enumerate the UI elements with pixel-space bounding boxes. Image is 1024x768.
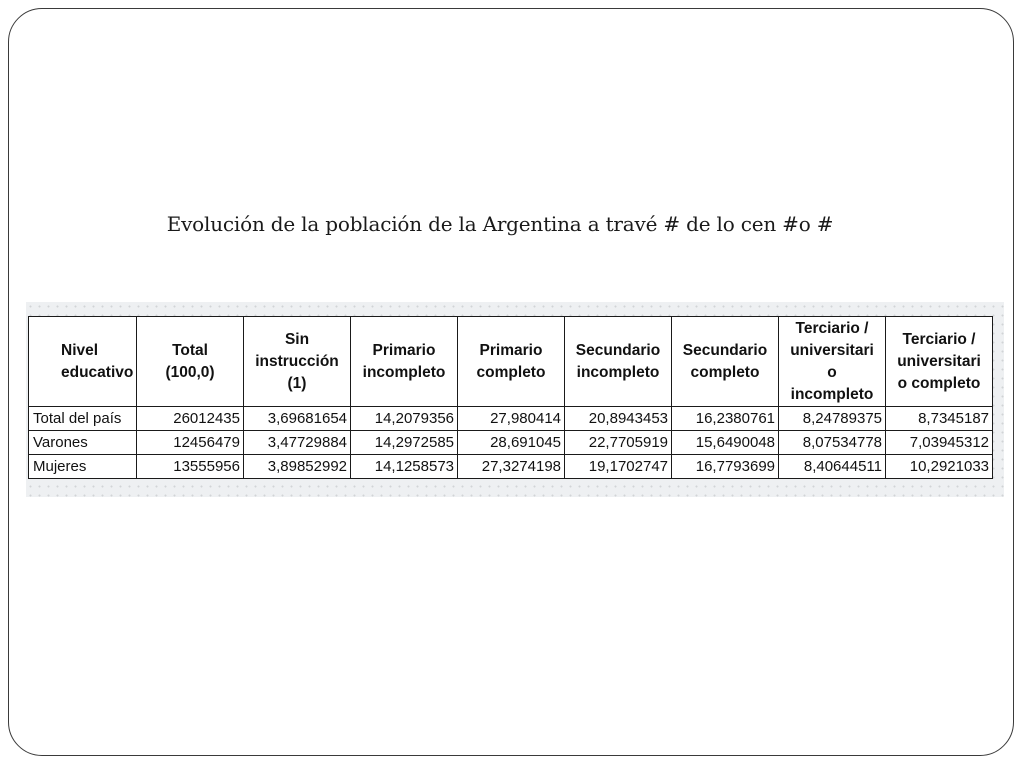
table-cell: 8,40644511: [779, 455, 886, 479]
header-cell: [244, 317, 351, 407]
table-cell: 19,1702747: [565, 455, 672, 479]
table-cell: 14,2079356: [351, 407, 458, 431]
table-cell: 27,3274198: [458, 455, 565, 479]
table-cell: 3,69681654: [244, 407, 351, 431]
header-secundario-incompleto: Secundario incompleto: [575, 341, 661, 381]
slide-title: Evolución de la población de la Argentina a travé # de lo cen #o #: [166, 212, 834, 236]
header-cell: [779, 317, 886, 407]
header-cell: [672, 317, 779, 407]
table-cell: 7,03945312: [886, 431, 993, 455]
header-terciario-incompleto: Terciario / universitari o incompleto: [790, 319, 874, 403]
header-cell: [351, 317, 458, 407]
table-cell: 3,47729884: [244, 431, 351, 455]
table-cell: 16,2380761: [672, 407, 779, 431]
row-label: Varones: [29, 431, 137, 455]
education-table: [28, 316, 993, 479]
table-cell: 26012435: [137, 407, 244, 431]
header-nivel-educativo: Nivel educativo: [61, 341, 134, 381]
table-cell: 8,07534778: [779, 431, 886, 455]
table-row-total-pais: [29, 407, 993, 431]
header-secundario-completo: Secundario completo: [682, 341, 768, 381]
table-cell: 8,7345187: [886, 407, 993, 431]
table-cell: 13555956: [137, 455, 244, 479]
header-total: Total (100,0): [165, 341, 215, 381]
header-row: [29, 317, 993, 407]
table-cell: 20,8943453: [565, 407, 672, 431]
table-cell: 12456479: [137, 431, 244, 455]
header-terciario-completo: Terciario / universitari o completo: [897, 330, 981, 392]
header-cell: [886, 317, 993, 407]
table-cell: 3,89852992: [244, 455, 351, 479]
table-cell: 14,1258573: [351, 455, 458, 479]
table-cell: 15,6490048: [672, 431, 779, 455]
table-cell: 22,7705919: [565, 431, 672, 455]
table-cell: 14,2972585: [351, 431, 458, 455]
table-cell: 8,24789375: [779, 407, 886, 431]
table-cell: 10,2921033: [886, 455, 993, 479]
row-label: Mujeres: [29, 455, 137, 479]
header-sin-instruccion: Sin instrucción (1): [255, 330, 339, 392]
header-cell: [458, 317, 565, 407]
header-primario-completo: Primario completo: [476, 341, 546, 381]
row-label: Total del país: [29, 407, 137, 431]
table-cell: 28,691045: [458, 431, 565, 455]
table-row-mujeres: [29, 455, 993, 479]
header-cell: [565, 317, 672, 407]
header-cell: [137, 317, 244, 407]
table-cell: 27,980414: [458, 407, 565, 431]
table-row-varones: [29, 431, 993, 455]
table-image: [26, 302, 1004, 497]
table-cell: 16,7793699: [672, 455, 779, 479]
header-cell: [29, 317, 137, 407]
header-primario-incompleto: Primario incompleto: [362, 341, 446, 381]
